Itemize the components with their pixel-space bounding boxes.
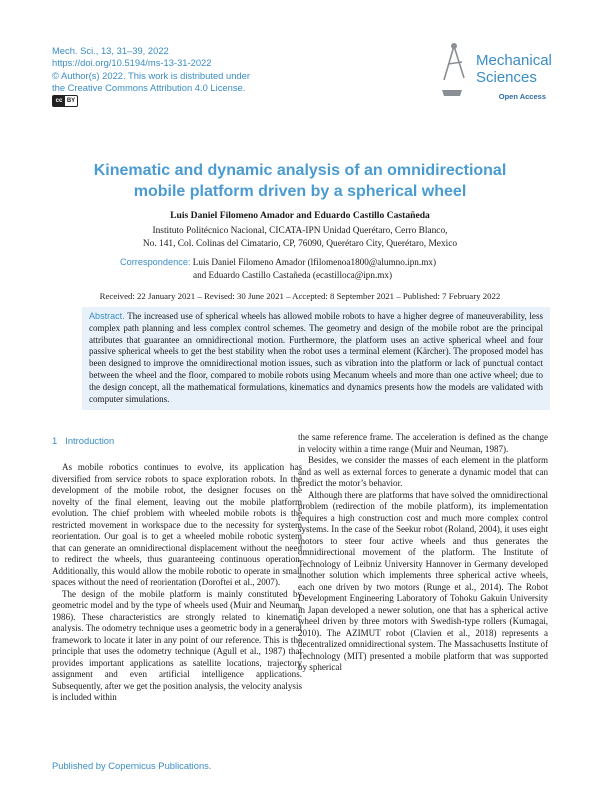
- paper-title: [60, 160, 540, 202]
- by-icon: BY: [66, 98, 76, 104]
- journal-logo-text: [476, 52, 552, 86]
- section-heading: [52, 435, 114, 446]
- doi-link[interactable]: https://doi.org/10.5194/ms-13-31-2022: [52, 57, 212, 69]
- paragraph: Although there are platforms that have solved the omnidirectional problem (redirection of the mobile platform), its implementation requires a high construction cost and much more complex control systems. In the case of the Seekur robot (Roland, 2004), it uses eight motors to steer four active wheels and thus generates the omnidirectional movement of the platform. The Institute of Technology of Leibniz University Hannover in Germany developed another solution which implements three spherical active wheels, each one driven by two motors (Runge et al., 2014). The Robot Development Engineering Laboratory of Tohoku Gakuin University in Japan developed a newer solution, one that has a spherical active wheel driven by three motors with Swedish-type rollers (Kumagai, 2010). The AZIMUT robot (Clavien et al., 2018) represents a decentralized omnidirectional system. The Massachusetts Institute of Technology (MIT) presented a mobile platform that was supported by spherical: [298, 489, 548, 672]
- journal-citation: Mech. Sci., 13, 31–39, 2022: [52, 45, 169, 56]
- correspondence: [120, 256, 436, 281]
- correspondence-label: Correspondence:: [120, 257, 191, 267]
- affiliation: [0, 225, 600, 250]
- body-column-right: [298, 432, 548, 674]
- abstract-box: [82, 307, 550, 410]
- affiliation-line-1: Instituto Politécnico Nacional, CICATA-IPN Unidad Querétaro, Cerro Blanco,: [152, 226, 448, 236]
- abstract-label: Abstract.: [89, 311, 125, 321]
- copyright-line-1: © Author(s) 2022. This work is distributed under: [52, 69, 250, 81]
- publisher-footer: Published by Copernicus Publications.: [52, 760, 212, 771]
- journal-logo-line-2: Sciences: [476, 69, 537, 86]
- paper-title-line-2: mobile platform driven by a spherical wheel: [133, 183, 467, 200]
- open-access-label: Open Access: [498, 92, 546, 101]
- copyright-line-2: the Creative Commons Attribution 4.0 License.: [52, 82, 246, 94]
- paragraph: As mobile robotics continues to evolve, its application has diversified from service robots to space exploration robots. In the development of the mobile robot, the designer focuses on the novelty of the final element, leaving out the mobile platform evolution. The chief problem with wheeled mobile robots is the restricted movement in workspace due to the necessity for system reorientation. Our goal is to get a wheeled mobile robotic system that can generate an omnidirectional displacement without the need to redirect the wheels, thus guaranteeing continuous operation. Additionally, this would allow the mobile robotic to operate in small spaces without the need of reorientation (Doroftei et al., 2007).: [52, 462, 302, 587]
- section-number: 1: [52, 435, 58, 446]
- paragraph: the same reference frame. The acceleration is defined as the change in velocity within a time range (Muir and Neuman, 1987).: [298, 432, 548, 454]
- affiliation-line-2: No. 141, Col. Colinas del Cimatario, CP, 76090, Querétaro City, Querétaro, Mexico: [142, 238, 458, 249]
- publication-dates: Received: 22 January 2021 – Revised: 30 June 2021 – Accepted: 8 September 2021 – Published: 7 February 2022: [99, 291, 501, 301]
- body-column-left: [52, 462, 302, 704]
- cc-license-badge[interactable]: [52, 95, 78, 107]
- correspondence-line-1[interactable]: Luis Daniel Filomeno Amador (lfilomenoa1800@alumno.ipn.mx): [192, 257, 436, 267]
- cc-icon: cc: [53, 96, 65, 106]
- article-meta: [52, 45, 250, 95]
- correspondence-line-2[interactable]: and Eduardo Castillo Castañeda (ecastilloca@ipn.mx): [193, 269, 393, 280]
- paragraph: The design of the mobile platform is mainly constituted by geometric model and by the type of wheels used (Muir and Neuman, 1986). These characteristics are strongly related to kinematic analysis. The odometry technique uses a geometric body in a general framework to locate it later in any point of our reference. This is the principle that uses the odometry technique (Agull et al., 1987) that provides important applications as satellite locations, trajectory assignment and even artificial intelligence applications. Subsequently, after we get the position analysis, the velocity analysis is included within: [52, 588, 302, 702]
- paragraph: Besides, we consider the masses of each element in the platform and as well as external forces to generate a dynamic model that can predict the motor’s behavior.: [298, 455, 548, 488]
- paper-title-line-1: Kinematic and dynamic analysis of an omnidirectional: [93, 162, 507, 179]
- abstract-text: The increased use of spherical wheels has allowed mobile robots to have a higher degree of maneuverability, less complex path planning and less complex control schemes. The geometry and design of the mobile robot are the principal attributes that guarantee an omnidirectional motion. Furthermore, the platform uses an active spherical wheel and four passive spherical wheels to get the best stability when the robot uses a terminal element (Kärcher). The proposed model has been designed to improve the omnidirectional motion issues, such as vibration into the platform or lack of punctual contact between the wheel and the floor, compared to mobile robots using Mecanum wheels and more than one active wheel; due to the design concept, all the mathematical formulations, kinematics and dynamics presents how the models are validated with computer simulations.: [89, 311, 543, 404]
- section-title: Introduction: [65, 435, 115, 446]
- authors: Luis Daniel Filomeno Amador and Eduardo Castillo Castañeda: [170, 210, 430, 221]
- journal-logo-line-1: Mechanical: [476, 52, 552, 69]
